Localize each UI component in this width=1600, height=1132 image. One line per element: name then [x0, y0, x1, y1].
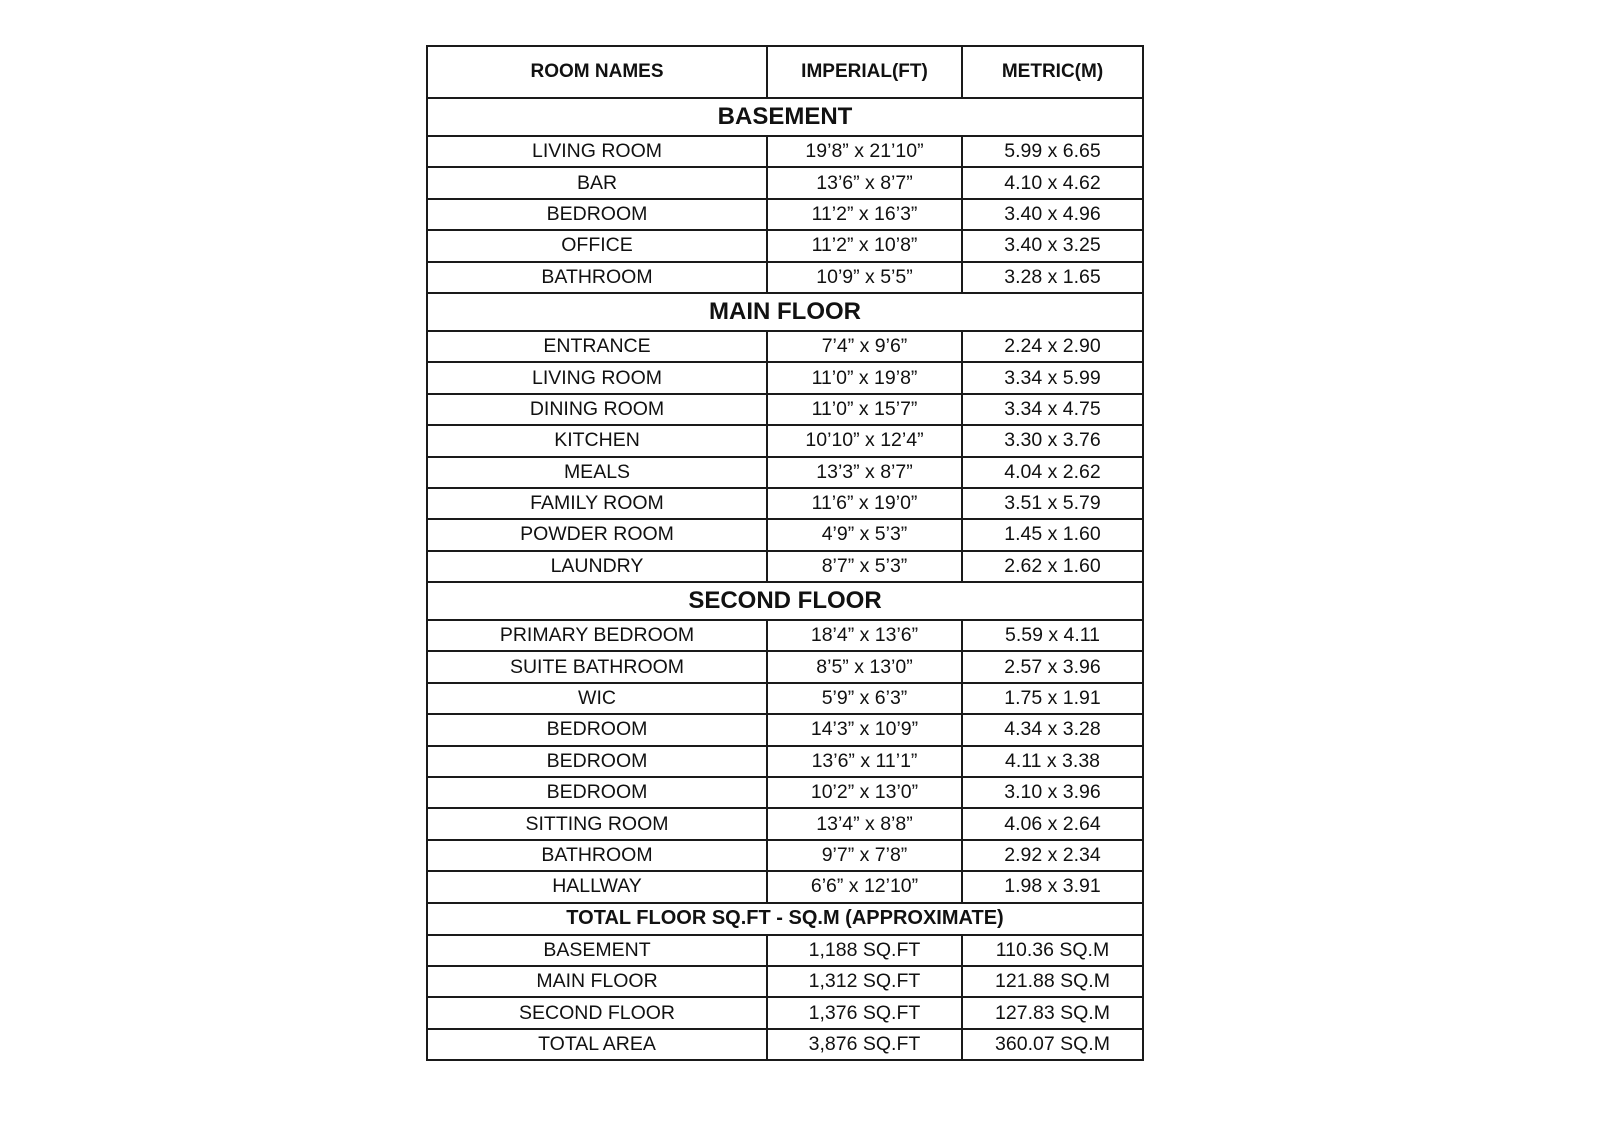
imperial-cell: 11’2” x 16’3” — [767, 199, 962, 230]
room-name-cell: MAIN FLOOR — [427, 966, 767, 997]
table-row — [427, 620, 1143, 651]
room-name-cell: HALLWAY — [427, 871, 767, 902]
imperial-cell: 10’10” x 12’4” — [767, 425, 962, 456]
metric-cell: 3.40 x 4.96 — [962, 199, 1143, 230]
room-name-cell: FAMILY ROOM — [427, 488, 767, 519]
table-row — [427, 519, 1143, 550]
imperial-cell: 1,188 SQ.FT — [767, 935, 962, 966]
section-title: TOTAL FLOOR SQ.FT - SQ.M (APPROXIMATE) — [427, 903, 1143, 935]
metric-cell: 5.59 x 4.11 — [962, 620, 1143, 651]
room-name-cell: SITTING ROOM — [427, 808, 767, 839]
imperial-cell: 11’6” x 19’0” — [767, 488, 962, 519]
room-name-cell: BEDROOM — [427, 199, 767, 230]
table-row — [427, 808, 1143, 839]
table-row — [427, 871, 1143, 902]
imperial-cell: 10’9” x 5’5” — [767, 262, 962, 293]
room-name-cell: KITCHEN — [427, 425, 767, 456]
table-row — [427, 935, 1143, 966]
room-name-cell: LIVING ROOM — [427, 362, 767, 393]
header-room-names: ROOM NAMES — [427, 46, 767, 98]
section-title: BASEMENT — [427, 98, 1143, 136]
imperial-cell: 13’4” x 8’8” — [767, 808, 962, 839]
table-row — [427, 651, 1143, 682]
table-row — [427, 425, 1143, 456]
table-row — [427, 683, 1143, 714]
section-title: MAIN FLOOR — [427, 293, 1143, 331]
imperial-cell: 13’6” x 11’1” — [767, 746, 962, 777]
room-name-cell: TOTAL AREA — [427, 1029, 767, 1060]
table-row — [427, 457, 1143, 488]
table-row — [427, 966, 1143, 997]
metric-cell: 1.75 x 1.91 — [962, 683, 1143, 714]
imperial-cell: 8’5” x 13’0” — [767, 651, 962, 682]
imperial-cell: 1,376 SQ.FT — [767, 997, 962, 1028]
imperial-cell: 13’6” x 8’7” — [767, 167, 962, 198]
section-header-row — [427, 98, 1143, 136]
metric-cell: 2.92 x 2.34 — [962, 840, 1143, 871]
table-row — [427, 199, 1143, 230]
table-row — [427, 394, 1143, 425]
imperial-cell: 8’7” x 5’3” — [767, 551, 962, 582]
imperial-cell: 13’3” x 8’7” — [767, 457, 962, 488]
metric-cell: 1.98 x 3.91 — [962, 871, 1143, 902]
metric-cell: 1.45 x 1.60 — [962, 519, 1143, 550]
room-name-cell: OFFICE — [427, 230, 767, 261]
room-name-cell: SUITE BATHROOM — [427, 651, 767, 682]
metric-cell: 3.51 x 5.79 — [962, 488, 1143, 519]
section-header-row — [427, 903, 1143, 935]
imperial-cell: 14’3” x 10’9” — [767, 714, 962, 745]
table-body — [427, 98, 1143, 1060]
imperial-cell: 4’9” x 5’3” — [767, 519, 962, 550]
room-dimensions-table — [426, 45, 1144, 1061]
room-name-cell: ENTRANCE — [427, 331, 767, 362]
section-header-row — [427, 582, 1143, 620]
metric-cell: 4.06 x 2.64 — [962, 808, 1143, 839]
table-row — [427, 746, 1143, 777]
imperial-cell: 10’2” x 13’0” — [767, 777, 962, 808]
imperial-cell: 5’9” x 6’3” — [767, 683, 962, 714]
table-row — [427, 167, 1143, 198]
imperial-cell: 7’4” x 9’6” — [767, 331, 962, 362]
room-name-cell: LIVING ROOM — [427, 136, 767, 167]
room-name-cell: BATHROOM — [427, 840, 767, 871]
metric-cell: 4.04 x 2.62 — [962, 457, 1143, 488]
room-name-cell: MEALS — [427, 457, 767, 488]
metric-cell: 127.83 SQ.M — [962, 997, 1143, 1028]
metric-cell: 3.34 x 5.99 — [962, 362, 1143, 393]
table-row — [427, 551, 1143, 582]
room-name-cell: BEDROOM — [427, 746, 767, 777]
table-row — [427, 840, 1143, 871]
metric-cell: 4.34 x 3.28 — [962, 714, 1143, 745]
metric-cell: 121.88 SQ.M — [962, 966, 1143, 997]
table-row — [427, 331, 1143, 362]
header-row — [427, 46, 1143, 98]
imperial-cell: 1,312 SQ.FT — [767, 966, 962, 997]
imperial-cell: 18’4” x 13’6” — [767, 620, 962, 651]
section-title: SECOND FLOOR — [427, 582, 1143, 620]
metric-cell: 2.62 x 1.60 — [962, 551, 1143, 582]
imperial-cell: 11’2” x 10’8” — [767, 230, 962, 261]
table-row — [427, 262, 1143, 293]
table-row — [427, 1029, 1143, 1060]
room-name-cell: DINING ROOM — [427, 394, 767, 425]
room-name-cell: WIC — [427, 683, 767, 714]
room-name-cell: BEDROOM — [427, 714, 767, 745]
table-row — [427, 777, 1143, 808]
table-row — [427, 136, 1143, 167]
metric-cell: 110.36 SQ.M — [962, 935, 1143, 966]
metric-cell: 2.24 x 2.90 — [962, 331, 1143, 362]
header-metric: METRIC(M) — [962, 46, 1143, 98]
imperial-cell: 11’0” x 19’8” — [767, 362, 962, 393]
room-name-cell: PRIMARY BEDROOM — [427, 620, 767, 651]
metric-cell: 3.34 x 4.75 — [962, 394, 1143, 425]
metric-cell: 360.07 SQ.M — [962, 1029, 1143, 1060]
table-row — [427, 997, 1143, 1028]
metric-cell: 4.11 x 3.38 — [962, 746, 1143, 777]
imperial-cell: 9’7” x 7’8” — [767, 840, 962, 871]
room-name-cell: LAUNDRY — [427, 551, 767, 582]
room-name-cell: POWDER ROOM — [427, 519, 767, 550]
metric-cell: 3.30 x 3.76 — [962, 425, 1143, 456]
metric-cell: 2.57 x 3.96 — [962, 651, 1143, 682]
metric-cell: 4.10 x 4.62 — [962, 167, 1143, 198]
table-row — [427, 230, 1143, 261]
table-row — [427, 488, 1143, 519]
header-imperial: IMPERIAL(FT) — [767, 46, 962, 98]
metric-cell: 3.28 x 1.65 — [962, 262, 1143, 293]
room-name-cell: BAR — [427, 167, 767, 198]
room-name-cell: BEDROOM — [427, 777, 767, 808]
table-row — [427, 714, 1143, 745]
imperial-cell: 19’8” x 21’10” — [767, 136, 962, 167]
imperial-cell: 6’6” x 12’10” — [767, 871, 962, 902]
room-name-cell: SECOND FLOOR — [427, 997, 767, 1028]
imperial-cell: 3,876 SQ.FT — [767, 1029, 962, 1060]
room-name-cell: BATHROOM — [427, 262, 767, 293]
metric-cell: 5.99 x 6.65 — [962, 136, 1143, 167]
table-row — [427, 362, 1143, 393]
metric-cell: 3.40 x 3.25 — [962, 230, 1143, 261]
imperial-cell: 11’0” x 15’7” — [767, 394, 962, 425]
metric-cell: 3.10 x 3.96 — [962, 777, 1143, 808]
room-name-cell: BASEMENT — [427, 935, 767, 966]
section-header-row — [427, 293, 1143, 331]
